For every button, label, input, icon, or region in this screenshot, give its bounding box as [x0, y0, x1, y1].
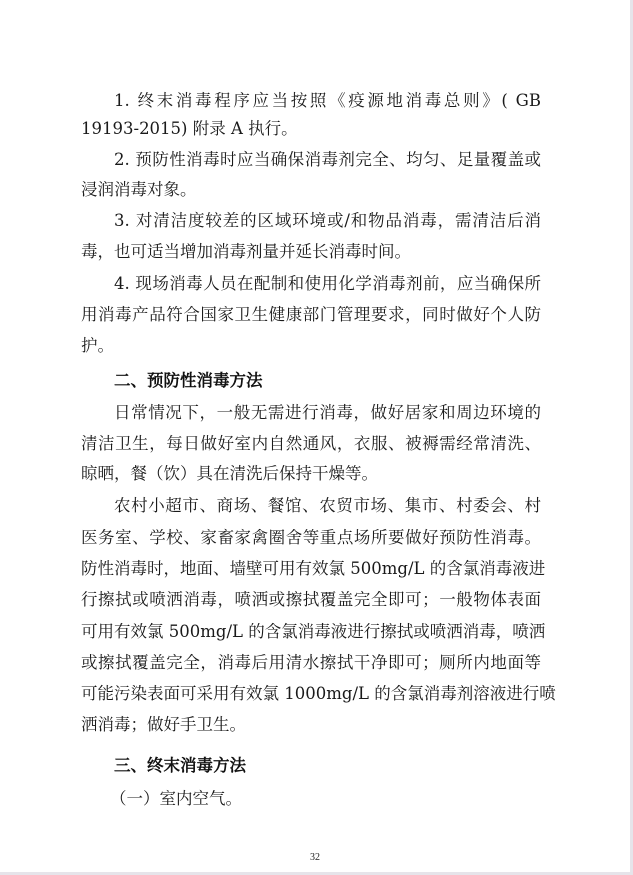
paragraph-line: 可用有效氯 500mg/L 的含氯消毒液进行擦拭或喷洒消毒，喷洒 — [81, 622, 546, 641]
paragraph-line: 行擦拭或喷洒消毒，喷洒或擦拭覆盖完全即可；一般物体表面 — [81, 590, 541, 609]
subsection-heading-indoor-air: （一）室内空气。 — [110, 789, 242, 808]
paragraph-line: 日常情况下，一般无需进行消毒，做好居家和周边环境的 — [114, 403, 541, 422]
paragraph-line: 4. 现场消毒人员在配制和使用化学消毒剂前，应当确保所 — [114, 274, 541, 293]
paragraph-line: 医务室、学校、家畜家禽圈舍等重点场所要做好预防性消毒。 — [81, 528, 541, 547]
paragraph-line: 毒，也可适当增加消毒剂量并延长消毒时间。 — [81, 242, 411, 261]
paragraph-line: 清洁卫生，每日做好室内自然通风，衣服、被褥需经常清洗、 — [81, 434, 541, 453]
paragraph-line: 防性消毒时，地面、墙壁可用有效氯 500mg/L 的含氯消毒液进 — [81, 559, 546, 578]
paragraph-line: 可能污染表面可采用有效氯 1000mg/L 的含氯消毒剂溶液进行喷 — [81, 684, 556, 703]
paragraph-line: 19193-2015) 附录 A 执行。 — [81, 119, 298, 138]
paragraph-line: 2. 预防性消毒时应当确保消毒剂完全、均匀、足量覆盖或 — [114, 150, 541, 169]
paragraph-line: 1. 终末消毒程序应当按照《疫源地消毒总则》( GB — [114, 91, 541, 110]
paragraph-line: 用消毒产品符合国家卫生健康部门管理要求，同时做好个人防 — [81, 305, 541, 324]
paragraph-line: 浸润消毒对象。 — [81, 180, 197, 199]
paragraph-line: 农村小超市、商场、餐馆、农贸市场、集市、村委会、村 — [114, 496, 541, 515]
paragraph-line: 护。 — [81, 336, 114, 355]
paragraph-line: 晾晒，餐（饮）具在清洗后保持干燥等。 — [81, 464, 378, 483]
paragraph-line: 洒消毒；做好手卫生。 — [81, 715, 246, 734]
section-heading-preventive: 二、预防性消毒方法 — [114, 371, 263, 390]
section-heading-terminal: 三、终末消毒方法 — [114, 756, 246, 775]
page-number: 32 — [310, 852, 320, 863]
paragraph-line: 3. 对清洁度较差的区域环境或/和物品消毒，需清洁后消 — [114, 211, 541, 230]
paragraph-line: 或擦拭覆盖完全，消毒后用清水擦拭干净即可；厕所内地面等 — [81, 653, 541, 672]
